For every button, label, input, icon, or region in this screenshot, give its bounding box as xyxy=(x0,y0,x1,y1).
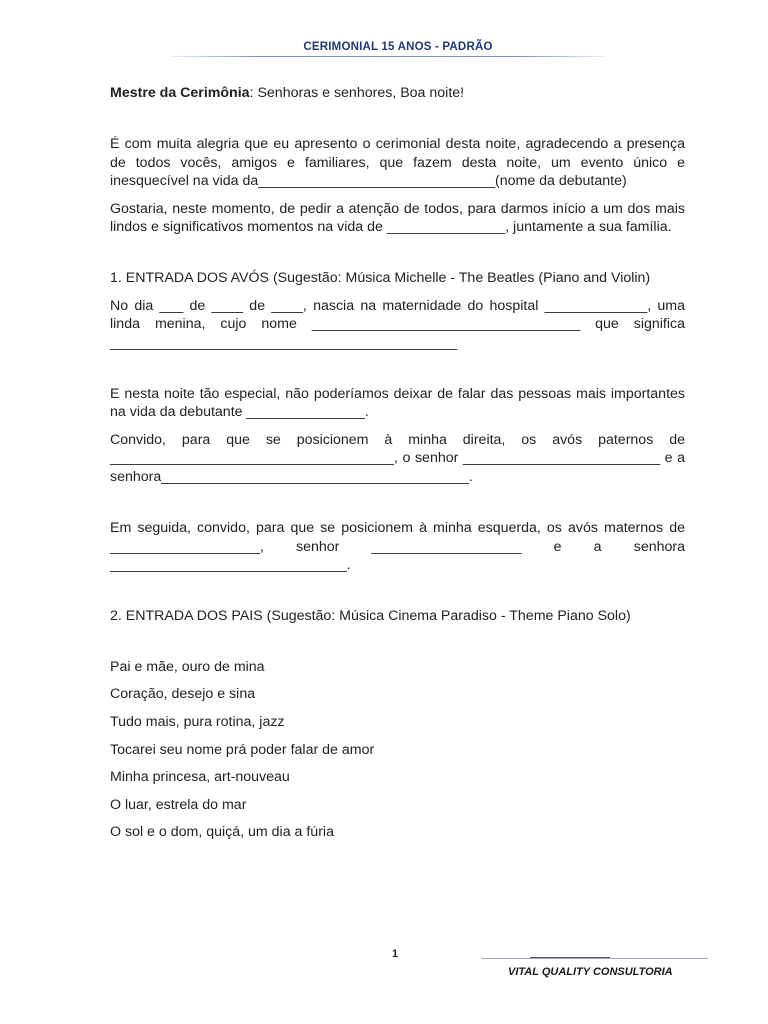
paragraph-welcome: É com muita alegria que eu apresento o cerimonial desta noite, agradecendo a presença de todos vocês, amigos e familiares, que fazem desta noite, um evento único e inesquecível na vida da______________________________(nome da debutante) xyxy=(110,136,685,190)
paragraph-important-people: E nesta noite tão especial, não poderíamos deixar de falar das pessoas mais importantes na vida da debutante _______________. xyxy=(110,386,685,421)
lyric-line: Tudo mais, pura rotina, jazz xyxy=(110,713,285,730)
footer-brand: VITAL QUALITY CONSULTORIA xyxy=(508,966,673,978)
speaker-label: Mestre da Cerimônia xyxy=(110,85,250,101)
lyric-line: Pai e mãe, ouro de mina xyxy=(110,658,265,675)
lyric-line: Tocarei seu nome prá poder falar de amor xyxy=(110,741,375,758)
paragraph-birth: No dia ___ de ____ de ____, nascia na maternidade do hospital _____________, uma linda menina, cujo nome __________________________________ que significa ____________________________________________ xyxy=(110,297,685,351)
intro-text: : Senhoras e senhores, Boa noite! xyxy=(249,85,465,101)
footer-divider xyxy=(482,958,708,959)
lyric-line: O sol e o dom, quiçá, um dia a fúria xyxy=(110,824,334,841)
document-body xyxy=(110,84,685,847)
section-heading-avos: 1. ENTRADA DOS AVÓS (Sugestão: Música Michelle - The Beatles (Piano and Violin) xyxy=(110,270,651,287)
paragraph-attention: Gostaria, neste momento, de pedir a atenção de todos, para darmos início a um dos mais lindos e significativos momentos na vida de _______________, juntamente a sua família. xyxy=(110,200,685,236)
intro-line xyxy=(110,84,685,102)
header-divider xyxy=(170,56,606,57)
lyric-line: Coração, desejo e sina xyxy=(110,686,256,703)
lyric-line: O luar, estrela do mar xyxy=(110,796,247,813)
page-header-title: CERIMONIAL 15 ANOS - PADRÃO xyxy=(303,41,493,53)
page-number: 1 xyxy=(392,948,399,960)
footer-divider-accent xyxy=(530,957,610,958)
lyric-line: Minha princesa, art-nouveau xyxy=(110,769,290,786)
lyrics-block xyxy=(110,654,685,847)
paragraph-maternal-grandparents: Em seguida, convido, para que se posicionem à minha esquerda, os avós maternos de ___________________, senhor ___________________ e a senhora ______________________________. xyxy=(110,520,685,573)
paragraph-paternal-grandparents: Convido, para que se posicionem à minha direita, os avós paternos de ____________________________________, o senhor _________________________ e a senhora_______________________________________. xyxy=(110,431,685,485)
section-heading-pais: 2. ENTRADA DOS PAIS (Sugestão: Música Cinema Paradiso - Theme Piano Solo) xyxy=(110,608,631,625)
